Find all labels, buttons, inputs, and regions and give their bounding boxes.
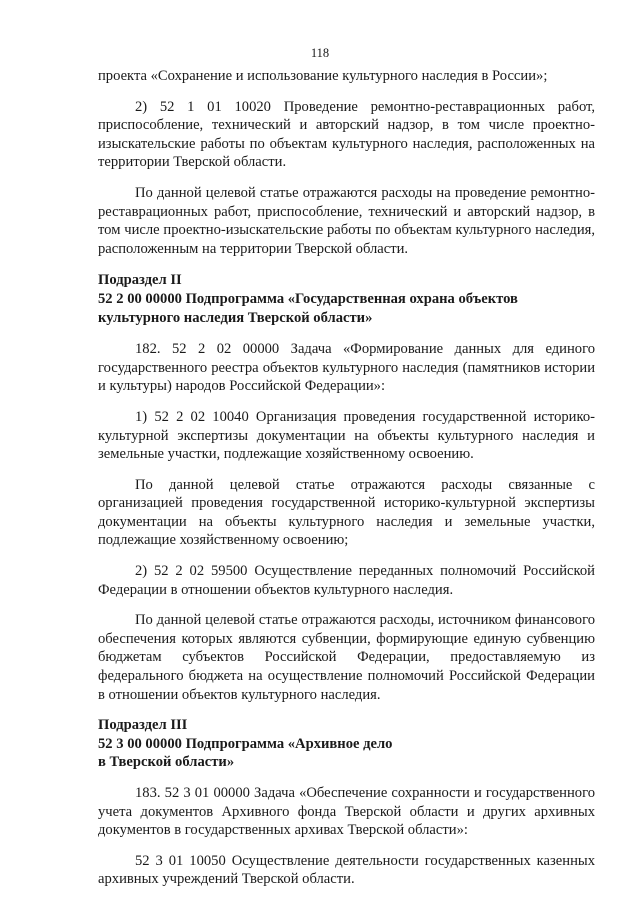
paragraph-8: По данной целевой статье отражаются расходы, источником финансового обеспечения которых являются субвенции, формирующие единую субвенцию бюджетам субъектов Российской Федерации, предоставляемую из федерального бюджета на осуществление полномочий Российской Федерации в отношении объектов культурного наследия.	[98, 612, 595, 703]
document-body	[98, 67, 595, 889]
section-heading-2	[98, 271, 595, 327]
page-number: 118	[310, 46, 330, 60]
section-heading-3-line3: в Тверской области»	[98, 754, 235, 771]
paragraph-9: 183. 52 3 01 00000 Задача «Обеспечение сохранности и государственного учета документов Архивного фонда Тверской области и других архивных документов в государственных архивах Тверской области»:	[98, 785, 595, 839]
paragraph-7: 2) 52 2 02 59500 Осуществление переданных полномочий Российской Федерации в отношении объектов культурного наследия.	[98, 563, 595, 598]
paragraph-2: 2) 52 1 01 10020 Проведение ремонтно-реставрационных работ, приспособление, технический и авторский надзор, в том числе проектно-изыскательские работы по объектам культурного наследия, расположенных на территории Тверской области.	[98, 98, 595, 171]
section-heading-3-line2: 52 3 00 00000 Подпрограмма «Архивное дело	[98, 735, 393, 752]
section-heading-3	[98, 716, 595, 772]
paragraph-3: По данной целевой статье отражаются расходы на проведение ремонтно-реставрационных работ, приспособление, технический и авторский надзор, в том числе проектно-изыскательские работы по объектам культурного наследия, расположенным на территории Тверской области.	[98, 184, 595, 257]
paragraph-4: 182. 52 2 02 00000 Задача «Формирование данных для единого государственного реестра объектов культурного наследия (памятников истории и культуры) народов Российской Федерации»:	[98, 341, 595, 395]
paragraph-6: По данной целевой статье отражаются расходы связанные с организацией проведения государственной историко-культурной экспертизы документации на объекты культурного наследия и земельные участки, подлежащие хозяйственному освоению;	[98, 476, 595, 549]
paragraph-5: 1) 52 2 02 10040 Организация проведения государственной историко-культурной экспертизы документации на объекты культурного наследия и земельные участки, подлежащие хозяйственному освоению.	[98, 408, 595, 463]
paragraph-10: 52 3 01 10050 Осуществление деятельности государственных казенных архивных учреждений Тверской области.	[98, 852, 595, 888]
section-heading-2-line2: 52 2 00 00000 Подпрограмма «Государственная охрана объектов	[98, 290, 518, 307]
section-heading-3-title: Подраздел III	[98, 717, 188, 734]
paragraph-1: проекта «Сохранение и использование культурного наследия в России»;	[98, 68, 548, 84]
section-heading-2-title: Подраздел II	[98, 272, 182, 289]
section-heading-2-line3: культурного наследия Тверской области»	[98, 309, 373, 326]
